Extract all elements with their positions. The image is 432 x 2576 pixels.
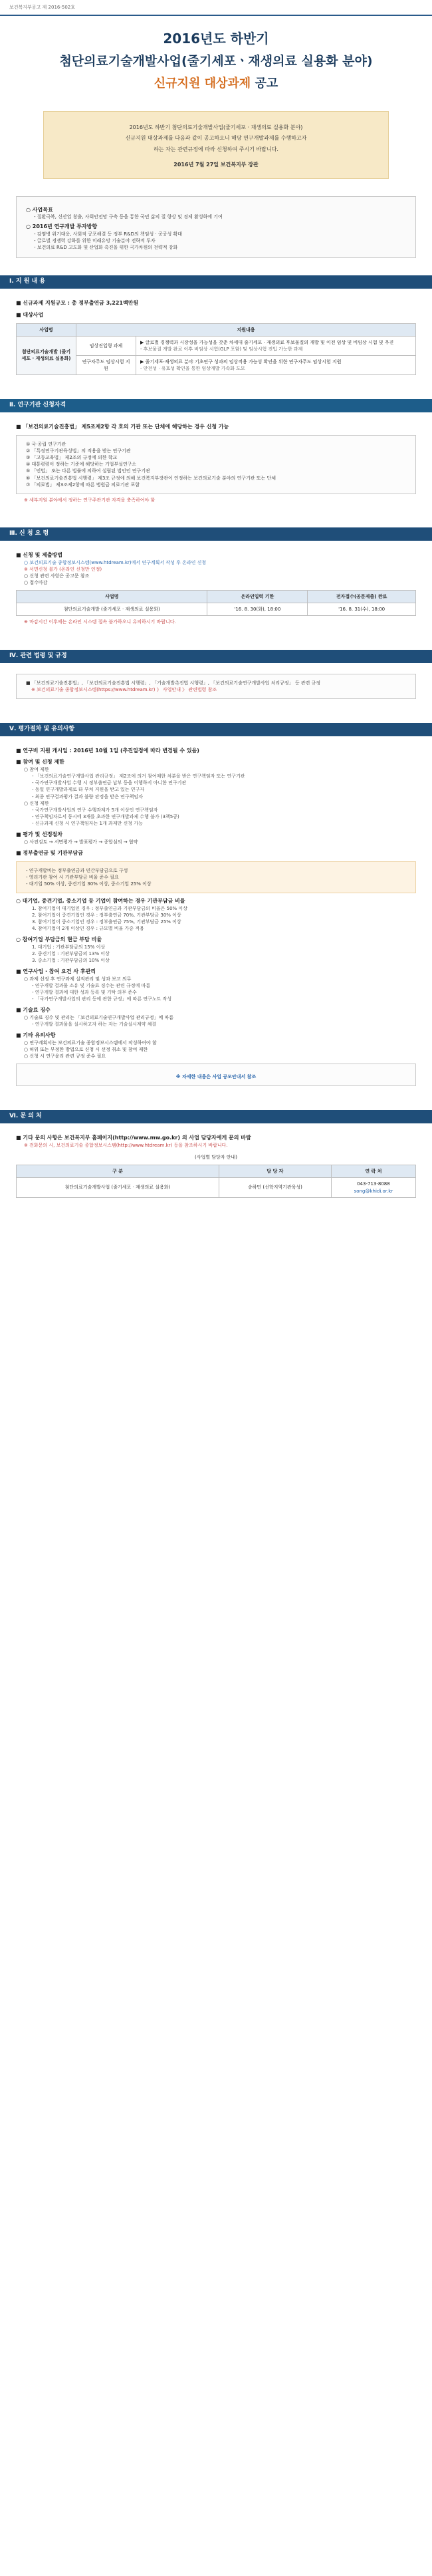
list-item: - 연구책임자로서 동시에 3개를 초과한 연구개발과제 수행 불가 (3책5공) xyxy=(32,814,179,820)
section-title: Ⅰ. 지 원 내 용 xyxy=(0,275,432,289)
application-method: ■ 신청 및 제출방법 xyxy=(16,551,63,558)
list-item: ○ 신청 시 연구윤리 관련 규정 준수 필요 xyxy=(24,1054,106,1060)
section-title: Ⅳ. 관련 법령 및 규정 xyxy=(0,650,432,663)
th-online-deadline: 온라인입력 기한 xyxy=(207,591,308,603)
contact-table xyxy=(16,1165,416,1197)
list-item: - 국가연구개발사업 수행 시 정부출연금 납부 등을 이행하지 아니한 연구기관 xyxy=(32,780,187,786)
summary-item: - 보건의료 R&D 고도화 및 산업화 촉진을 위한 국가차원의 전략적 강화 xyxy=(34,245,178,251)
application-note: ※ 서면신청 불가 (온라인 신청만 인정) xyxy=(24,566,102,572)
royalty-heading: ■ 기술료 징수 xyxy=(16,1007,51,1014)
intro-line-2: 신규지원 대상과제를 다음과 같이 공고하오니 해당 연구개발과제를 수행하고자 xyxy=(125,135,307,142)
list-item: - 최종 연구결과평가 결과 불량 판정을 받은 연구책임자 xyxy=(32,793,143,799)
field-name: 임상진입형 과제 xyxy=(76,336,136,355)
field-name: 연구자주도 임상시험 지원 xyxy=(76,355,136,374)
section-title: Ⅲ. 신 청 요 령 xyxy=(0,527,432,541)
program-name: 첨단의료기술개발 (줄기세포 · 재생의료 실용화) xyxy=(17,336,76,375)
list-item: - 신규과제 신청 시 연구책임자는 1개 과제만 신청 가능 xyxy=(32,821,143,827)
summary-item: - 글로벌 경쟁력 강화를 위한 미래유망 기술분야 전략적 투자 xyxy=(34,238,156,244)
notice-number: 보건복지부공고 제 2016-502호 xyxy=(0,0,432,16)
contact-category: 첨단의료기술개발사업 (줄기세포 · 재생의료 실용화) xyxy=(17,1178,219,1197)
list-item: ○ 기술료 징수 및 관리는 「보건의료기술연구개발사업 관리규정」에 따름 xyxy=(24,1014,174,1020)
list-item: 4. 참여기업이 2개 이상인 경우 : 규모별 비율 가중 적용 xyxy=(32,926,144,932)
start-date: ■ 연구비 지원 개시일 : 2016년 10월 1일 (추진일정에 따라 변경될 수 있음) xyxy=(16,747,199,754)
target-program: ■ 대상사업 xyxy=(16,311,44,318)
restriction-heading: ■ 참여 및 신청 제한 xyxy=(16,759,64,766)
contact-manager: 송하민 (선학지역기관육성) xyxy=(219,1178,331,1197)
list-item: 3. 참여기업이 중소기업인 경우 : 정부출연금 75%, 기관부담금 25% 이상 xyxy=(32,919,181,925)
list-item: - 연구개발 결과에 대한 성과 등록 및 기탁 의무 준수 xyxy=(32,990,137,996)
summary-item: - 감염병 위기대응, 사회적 공포해결 등 정부 R&D의 책임성 · 공공성 확대 xyxy=(34,231,182,237)
list-item: - 「국가연구개발사업의 관리 등에 관한 규정」에 따른 연구노트 작성 xyxy=(32,996,172,1002)
th-field: 지원내용 xyxy=(76,323,416,336)
section-application xyxy=(0,527,432,633)
list-item: 3. 중소기업 : 기관부담금의 10% 이상 xyxy=(32,958,110,964)
eligibility-note: ※ 세부지원 분야에서 정하는 연구주관기관 자격을 충족하여야 함 xyxy=(24,497,156,503)
section-eligibility xyxy=(0,399,432,510)
field-desc-text: ▶ 글로벌 경쟁력과 시장성을 가능성을 갖춘 차세대 줄기세포 · 재생의료 후보물질의 개발 및 이전 임상 및 비임상 시험 및 추진 xyxy=(140,339,394,345)
summary-heading-2: ○ 2016년 연구개발 투자방향 xyxy=(26,223,98,230)
list-item: ③ 「고등교육법」 제2조의 규정에 의한 학교 xyxy=(26,455,118,461)
th-category: 구 분 xyxy=(17,1165,219,1178)
intro-line-1: 2016년도 하반기 첨단의료기술개발사업(줄기세포 · 재생의료 실용화 분야) xyxy=(129,124,303,130)
list-item: - 국가연구개발사업의 연구 수행과제가 5개 이상인 연구책임자 xyxy=(32,807,158,813)
restriction-sub: ○ 참여 제한 xyxy=(24,767,49,773)
funding-heading: ■ 정부출연금 및 기관부담금 xyxy=(16,850,83,857)
list-item: ⑦ 「의료법」 제3조제2항에 따른 병원급 의료기관 포함 xyxy=(26,482,140,488)
list-item: - 대기업 50% 이상, 중견기업 30% 이상, 중소기업 25% 이상 xyxy=(26,881,152,887)
contact-email[interactable]: song@khidi.or.kr xyxy=(354,1188,393,1194)
field-note-text: - 안전성 · 유효성 확인을 통한 임상개발 가속화 도모 xyxy=(140,366,245,372)
list-item: ○ 과제 선정 후 연구과제 실적관리 및 성과 보고 의무 xyxy=(24,976,132,982)
list-item: - 동일 연구개발과제로 타 부처 지원을 받고 있는 연구자 xyxy=(32,787,145,793)
laws-line: ■ 「보건의료기술진흥법」, 「보건의료기술진흥법 시행령」, 「기술개발촉진법 시행령」, 「보건의료기술연구개발사업 처리규정」 등 관련 규정 xyxy=(26,680,321,686)
intro-line-3: 하는 자는 관련규정에 따라 신청하여 주시기 바랍니다. xyxy=(154,146,278,153)
cash-heading: ○ 참여기업 부담금의 현금 부담 비율 xyxy=(16,936,102,943)
th-phone: 연 락 처 xyxy=(331,1165,415,1178)
list-item: ① 국·공립 연구기관 xyxy=(26,441,66,447)
contact-phone-cell xyxy=(331,1178,415,1197)
online-deadline: '16. 8. 30(화), 18:00 xyxy=(207,603,308,616)
th-program: 사업명 xyxy=(17,591,207,603)
eligibility-list xyxy=(16,435,416,494)
application-line: ○ 보건의료기술 종합정보시스템(www.htdream.kr)에서 연구계획서 작성 후 온라인 신청 xyxy=(24,559,207,565)
support-table xyxy=(16,323,416,376)
contact-phone: 043-713-8088 xyxy=(357,1181,390,1187)
list-item: ② 「특정연구기관육성법」의 적용을 받는 연구기관 xyxy=(26,448,131,454)
announcement-title xyxy=(13,75,419,92)
support-budget: ■ 신규과제 지원규모 : 총 정부출연금 3,221백만원 xyxy=(16,300,139,307)
new-title-suffix: 공고 xyxy=(255,76,278,90)
th-manager: 담 당 자 xyxy=(219,1165,331,1178)
th-program: 사업명 xyxy=(17,323,76,336)
restriction-sub: ○ 신청 제한 xyxy=(24,800,49,806)
field-desc xyxy=(136,355,416,374)
section-title: Ⅱ. 연구기관 신청자격 xyxy=(0,399,432,412)
list-item: - 연구개발 결과물 소유 및 기술료 징수는 관련 규정에 따름 xyxy=(32,982,151,988)
list-item: ○ 허위 또는 부정한 방법으로 신청 시 선정 취소 및 참여 제한 xyxy=(24,1046,148,1052)
intro-box xyxy=(43,111,389,179)
list-item: - 연구개발 결과물을 실시하고자 하는 자는 기술실시계약 체결 xyxy=(32,1022,157,1028)
list-item: ○ 연구계획서는 보건의료기술 종합정보시스템에서 작성하여야 함 xyxy=(24,1040,157,1046)
th-submission-deadline: 전자접수(공문제출) 완료 xyxy=(308,591,416,603)
list-item: 2. 참여기업이 중견기업인 경우 : 정부출연금 70%, 기관부담금 30% 이상 xyxy=(32,912,181,918)
header xyxy=(0,16,432,99)
field-desc-text: ▶ 줄기세포·재생의료 분야 기초연구 성과의 임상적용 가능성 확인을 위한 연구자주도 임상시험 지원 xyxy=(140,358,342,364)
list-item: - 「보건의료기술연구개발사업 관리규정」 제2조에 의거 참여제한 처분을 받은 연구책임자 또는 연구기관 xyxy=(32,774,245,780)
section-contact xyxy=(0,1110,432,1204)
list-item: - 영리기관 참여 시 기관부담금 비율 준수 필요 xyxy=(26,874,119,880)
contact-caption: (사업별 담당자 안내) xyxy=(194,1155,237,1161)
section-evaluation xyxy=(0,723,432,1093)
field-desc xyxy=(136,336,416,355)
section-support xyxy=(0,275,432,382)
deadline-table xyxy=(16,590,416,616)
summary-item: - 질환극복, 신산업 창출, 사회안전망 구축 등을 통한 국민 삶의 질 향상 및 경제 활성화에 기여 xyxy=(34,214,223,220)
year-line: 2016년도 하반기 xyxy=(163,31,269,47)
eligibility-intro: ■ 「보건의료기술진흥법」 제5조제2항 각 호의 기관 또는 단체에 해당하는 경우 신청 가능 xyxy=(16,424,229,430)
deadline-heading: ○ 접수마감 xyxy=(24,580,48,585)
guide-box xyxy=(16,1064,416,1086)
section-title: Ⅵ. 문 의 처 xyxy=(0,1110,432,1123)
list-item: 1. 대기업 : 기관부담금의 15% 이상 xyxy=(32,944,106,950)
new-title-accent: 신규지원 대상과제 xyxy=(154,76,251,90)
program-title: 첨단의료기술개발사업(줄기세포ㆍ재생의료 실용화 분야) xyxy=(59,54,373,69)
intro-signature: 2016년 7월 27일 보건복지부 장관 xyxy=(173,162,259,168)
list-item: ⑥ 「보건의료기술진흥법 시행령」 제3조 규정에 의해 보건복지부장관이 인정하는 보건의료기술 분야의 연구기관 또는 단체 xyxy=(26,475,276,481)
list-item: 2. 중견기업 : 기관부담금의 13% 이상 xyxy=(32,950,110,956)
section-title: Ⅴ. 평가절차 및 유의사항 xyxy=(0,723,432,736)
funding-box xyxy=(16,861,416,893)
list-item: - 연구개발비는 정부출연금과 민간부담금으로 구성 xyxy=(26,867,128,873)
process-line: ○ 사전검토 → 서면평가 → 발표평가 → 종합심의 → 협약 xyxy=(24,839,138,845)
program-name: 첨단의료기술개발 (줄기세포 · 재생의료 실용화) xyxy=(17,603,207,616)
contact-note: ※ 전화문의 시, 보건의료기술 종합정보시스템(http://www.htdream.kr) 등을 참조하시기 바랍니다. xyxy=(24,1143,228,1148)
list-item: 1. 참여기업이 대기업인 경우 : 정부출연금과 기관부담금의 비율은 50% 이상 xyxy=(32,905,187,911)
list-item: ④ 대통령령이 정하는 기준에 해당하는 기업부설연구소 xyxy=(26,462,137,468)
list-item: ⑤ 「민법」 또는 다른 법률에 의하여 설립된 법인인 연구기관 xyxy=(26,468,150,474)
summary-heading-1: ○ 사업목표 xyxy=(26,206,53,213)
summary-box xyxy=(16,196,416,259)
application-line: ○ 신청 관련 사항은 공고문 참조 xyxy=(24,573,90,579)
laws-note: ※ 보건의료기술 종합정보시스템(https://www.htdream.kr) 》 사업안내 》 관련법령 참조 xyxy=(31,686,217,692)
laws-box xyxy=(16,674,416,699)
ratio-heading: ○ 대기업, 중견기업, 중소기업 등 기업이 참여하는 경우 기관부담금 비율 xyxy=(16,898,185,905)
guide-link[interactable]: ※ 자세한 내용은 사업 공모안내서 참조 xyxy=(175,1074,257,1080)
submission-deadline: '16. 8. 31(수), 18:00 xyxy=(308,603,416,616)
misc-heading: ■ 기타 유의사항 xyxy=(16,1032,56,1039)
process-heading: ■ 평가 및 선정절차 xyxy=(16,831,63,838)
deadline-note: ※ 마감시간 이후에는 온라인 시스템 접속 불가하오니 유의하시기 바랍니다. xyxy=(24,619,176,625)
field-note-text: - 후보물질 개발 완료 이후 비임상 시험(GLP 포함) 및 임상시험 진입 가능한 과제 xyxy=(140,346,303,352)
management-heading: ■ 연구사업 · 참여 요건 사 후관리 xyxy=(16,968,96,975)
section-laws xyxy=(0,650,432,706)
contact-line: ■ 기타 문의 사항은 보건복지부 홈페이지(http://www.mw.go.kr) 의 사업 담당자에게 문의 바람 xyxy=(16,1135,251,1141)
